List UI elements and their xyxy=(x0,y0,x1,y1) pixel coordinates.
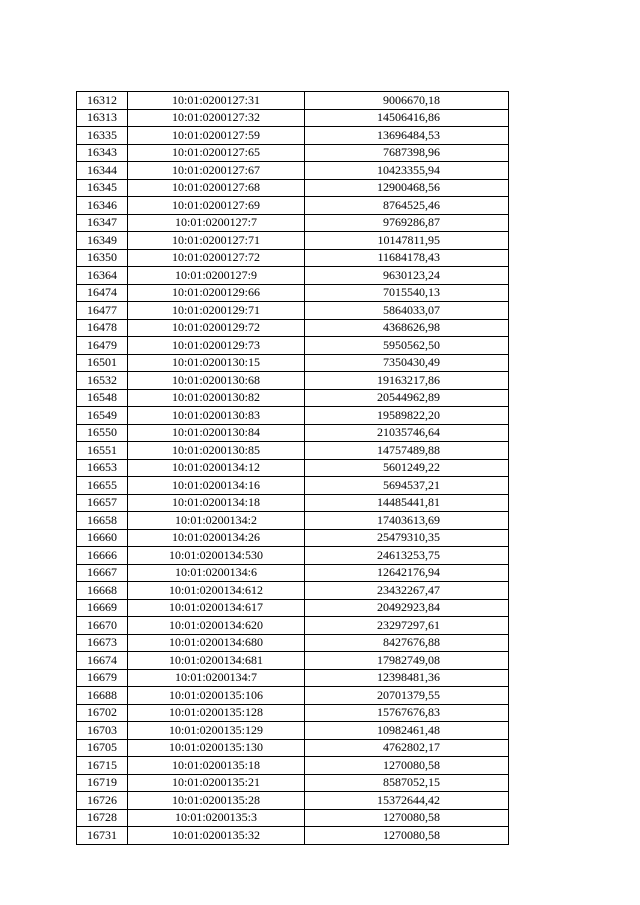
cadastral-number-cell: 10:01:0200129:71 xyxy=(128,302,305,320)
table-row xyxy=(77,372,509,390)
value-cell: 5950562,50 xyxy=(305,337,509,355)
table-row xyxy=(77,337,509,355)
value-cell: 8427676,88 xyxy=(305,634,509,652)
row-id-cell: 16474 xyxy=(77,284,128,302)
cadastral-number-cell: 10:01:0200130:15 xyxy=(128,354,305,372)
value-cell: 11684178,43 xyxy=(305,249,509,267)
row-id-cell: 16347 xyxy=(77,214,128,232)
table-row xyxy=(77,704,509,722)
table-row xyxy=(77,127,509,145)
row-id-cell: 16312 xyxy=(77,92,128,110)
table-row xyxy=(77,827,509,845)
table-row xyxy=(77,739,509,757)
value-cell: 14485441,81 xyxy=(305,494,509,512)
cadastral-number-cell: 10:01:0200130:83 xyxy=(128,407,305,425)
value-cell: 20544962,89 xyxy=(305,389,509,407)
table-row xyxy=(77,582,509,600)
table-row xyxy=(77,284,509,302)
row-id-cell: 16726 xyxy=(77,792,128,810)
table-row xyxy=(77,267,509,285)
value-cell: 1270080,58 xyxy=(305,809,509,827)
value-cell: 13696484,53 xyxy=(305,127,509,145)
cadastral-number-cell: 10:01:0200127:68 xyxy=(128,179,305,197)
row-id-cell: 16551 xyxy=(77,442,128,460)
table-row xyxy=(77,809,509,827)
data-table xyxy=(76,91,509,845)
value-cell: 5601249,22 xyxy=(305,459,509,477)
table-row xyxy=(77,722,509,740)
row-id-cell: 16346 xyxy=(77,197,128,215)
cadastral-number-cell: 10:01:0200130:68 xyxy=(128,372,305,390)
row-id-cell: 16667 xyxy=(77,564,128,582)
table-row xyxy=(77,92,509,110)
value-cell: 25479310,35 xyxy=(305,529,509,547)
row-id-cell: 16679 xyxy=(77,669,128,687)
value-cell: 14506416,86 xyxy=(305,109,509,127)
row-id-cell: 16344 xyxy=(77,162,128,180)
cadastral-number-cell: 10:01:0200129:72 xyxy=(128,319,305,337)
row-id-cell: 16715 xyxy=(77,757,128,775)
value-cell: 1270080,58 xyxy=(305,827,509,845)
value-cell: 23432267,47 xyxy=(305,582,509,600)
cadastral-number-cell: 10:01:0200135:106 xyxy=(128,687,305,705)
row-id-cell: 16674 xyxy=(77,652,128,670)
table-row xyxy=(77,512,509,530)
cadastral-number-cell: 10:01:0200130:85 xyxy=(128,442,305,460)
row-id-cell: 16477 xyxy=(77,302,128,320)
table-row xyxy=(77,564,509,582)
value-cell: 10147811,95 xyxy=(305,232,509,250)
table-row xyxy=(77,214,509,232)
cadastral-number-cell: 10:01:0200134:620 xyxy=(128,617,305,635)
value-cell: 9006670,18 xyxy=(305,92,509,110)
cadastral-number-cell: 10:01:0200135:130 xyxy=(128,739,305,757)
row-id-cell: 16655 xyxy=(77,477,128,495)
value-cell: 12398481,36 xyxy=(305,669,509,687)
value-cell: 17403613,69 xyxy=(305,512,509,530)
value-cell: 5694537,21 xyxy=(305,477,509,495)
table-row xyxy=(77,547,509,565)
row-id-cell: 16658 xyxy=(77,512,128,530)
cadastral-number-cell: 10:01:0200134:16 xyxy=(128,477,305,495)
row-id-cell: 16719 xyxy=(77,774,128,792)
value-cell: 20701379,55 xyxy=(305,687,509,705)
table-row xyxy=(77,494,509,512)
row-id-cell: 16478 xyxy=(77,319,128,337)
table-row xyxy=(77,477,509,495)
row-id-cell: 16349 xyxy=(77,232,128,250)
table-row xyxy=(77,792,509,810)
cadastral-number-cell: 10:01:0200134:12 xyxy=(128,459,305,477)
row-id-cell: 16731 xyxy=(77,827,128,845)
table-row xyxy=(77,144,509,162)
table-row xyxy=(77,442,509,460)
cadastral-number-cell: 10:01:0200127:59 xyxy=(128,127,305,145)
table-row xyxy=(77,669,509,687)
cadastral-number-cell: 10:01:0200134:530 xyxy=(128,547,305,565)
table-row xyxy=(77,179,509,197)
row-id-cell: 16728 xyxy=(77,809,128,827)
table-row xyxy=(77,232,509,250)
value-cell: 9769286,87 xyxy=(305,214,509,232)
cadastral-number-cell: 10:01:0200134:612 xyxy=(128,582,305,600)
value-cell: 19589822,20 xyxy=(305,407,509,425)
value-cell: 12900468,56 xyxy=(305,179,509,197)
row-id-cell: 16343 xyxy=(77,144,128,162)
row-id-cell: 16350 xyxy=(77,249,128,267)
value-cell: 8764525,46 xyxy=(305,197,509,215)
value-cell: 20492923,84 xyxy=(305,599,509,617)
table-row xyxy=(77,529,509,547)
cadastral-number-cell: 10:01:0200127:32 xyxy=(128,109,305,127)
table-row xyxy=(77,687,509,705)
value-cell: 24613253,75 xyxy=(305,547,509,565)
cadastral-number-cell: 10:01:0200134:2 xyxy=(128,512,305,530)
row-id-cell: 16688 xyxy=(77,687,128,705)
table-row xyxy=(77,774,509,792)
cadastral-number-cell: 10:01:0200127:31 xyxy=(128,92,305,110)
table-row xyxy=(77,459,509,477)
row-id-cell: 16702 xyxy=(77,704,128,722)
value-cell: 10982461,48 xyxy=(305,722,509,740)
cadastral-number-cell: 10:01:0200127:72 xyxy=(128,249,305,267)
row-id-cell: 16660 xyxy=(77,529,128,547)
table-row xyxy=(77,302,509,320)
cadastral-number-cell: 10:01:0200127:67 xyxy=(128,162,305,180)
row-id-cell: 16670 xyxy=(77,617,128,635)
cadastral-number-cell: 10:01:0200134:6 xyxy=(128,564,305,582)
table-row xyxy=(77,407,509,425)
cadastral-number-cell: 10:01:0200135:128 xyxy=(128,704,305,722)
value-cell: 9630123,24 xyxy=(305,267,509,285)
row-id-cell: 16549 xyxy=(77,407,128,425)
cadastral-number-cell: 10:01:0200129:73 xyxy=(128,337,305,355)
value-cell: 7015540,13 xyxy=(305,284,509,302)
row-id-cell: 16548 xyxy=(77,389,128,407)
value-cell: 14757489,88 xyxy=(305,442,509,460)
table-row xyxy=(77,617,509,635)
cadastral-number-cell: 10:01:0200127:71 xyxy=(128,232,305,250)
value-cell: 21035746,64 xyxy=(305,424,509,442)
cadastral-number-cell: 10:01:0200135:3 xyxy=(128,809,305,827)
table-row xyxy=(77,249,509,267)
row-id-cell: 16532 xyxy=(77,372,128,390)
cadastral-number-cell: 10:01:0200135:18 xyxy=(128,757,305,775)
table-row xyxy=(77,109,509,127)
cadastral-number-cell: 10:01:0200127:7 xyxy=(128,214,305,232)
cadastral-number-cell: 10:01:0200134:7 xyxy=(128,669,305,687)
cadastral-number-cell: 10:01:0200134:681 xyxy=(128,652,305,670)
cadastral-number-cell: 10:01:0200135:21 xyxy=(128,774,305,792)
value-cell: 4368626,98 xyxy=(305,319,509,337)
value-cell: 10423355,94 xyxy=(305,162,509,180)
row-id-cell: 16501 xyxy=(77,354,128,372)
row-id-cell: 16364 xyxy=(77,267,128,285)
cadastral-number-cell: 10:01:0200134:617 xyxy=(128,599,305,617)
cadastral-number-cell: 10:01:0200135:129 xyxy=(128,722,305,740)
table-row xyxy=(77,757,509,775)
value-cell: 8587052,15 xyxy=(305,774,509,792)
cadastral-number-cell: 10:01:0200130:84 xyxy=(128,424,305,442)
table-row xyxy=(77,424,509,442)
value-cell: 17982749,08 xyxy=(305,652,509,670)
row-id-cell: 16669 xyxy=(77,599,128,617)
cadastral-number-cell: 10:01:0200135:32 xyxy=(128,827,305,845)
value-cell: 4762802,17 xyxy=(305,739,509,757)
cadastral-number-cell: 10:01:0200135:28 xyxy=(128,792,305,810)
table-row xyxy=(77,354,509,372)
value-cell: 5864033,07 xyxy=(305,302,509,320)
cadastral-number-cell: 10:01:0200134:680 xyxy=(128,634,305,652)
row-id-cell: 16479 xyxy=(77,337,128,355)
row-id-cell: 16666 xyxy=(77,547,128,565)
cadastral-number-cell: 10:01:0200130:82 xyxy=(128,389,305,407)
table-row xyxy=(77,319,509,337)
cadastral-number-cell: 10:01:0200127:69 xyxy=(128,197,305,215)
table-row xyxy=(77,389,509,407)
row-id-cell: 16668 xyxy=(77,582,128,600)
row-id-cell: 16345 xyxy=(77,179,128,197)
table-body xyxy=(77,92,509,845)
value-cell: 7350430,49 xyxy=(305,354,509,372)
row-id-cell: 16550 xyxy=(77,424,128,442)
cadastral-number-cell: 10:01:0200134:26 xyxy=(128,529,305,547)
row-id-cell: 16657 xyxy=(77,494,128,512)
value-cell: 12642176,94 xyxy=(305,564,509,582)
row-id-cell: 16313 xyxy=(77,109,128,127)
value-cell: 19163217,86 xyxy=(305,372,509,390)
row-id-cell: 16703 xyxy=(77,722,128,740)
value-cell: 15372644,42 xyxy=(305,792,509,810)
value-cell: 23297297,61 xyxy=(305,617,509,635)
table-row xyxy=(77,652,509,670)
value-cell: 1270080,58 xyxy=(305,757,509,775)
value-cell: 15767676,83 xyxy=(305,704,509,722)
cadastral-number-cell: 10:01:0200134:18 xyxy=(128,494,305,512)
table-row xyxy=(77,599,509,617)
cadastral-number-cell: 10:01:0200129:66 xyxy=(128,284,305,302)
table-row xyxy=(77,634,509,652)
cadastral-number-cell: 10:01:0200127:65 xyxy=(128,144,305,162)
row-id-cell: 16653 xyxy=(77,459,128,477)
table-row xyxy=(77,162,509,180)
row-id-cell: 16335 xyxy=(77,127,128,145)
table-row xyxy=(77,197,509,215)
cadastral-number-cell: 10:01:0200127:9 xyxy=(128,267,305,285)
row-id-cell: 16705 xyxy=(77,739,128,757)
row-id-cell: 16673 xyxy=(77,634,128,652)
value-cell: 7687398,96 xyxy=(305,144,509,162)
